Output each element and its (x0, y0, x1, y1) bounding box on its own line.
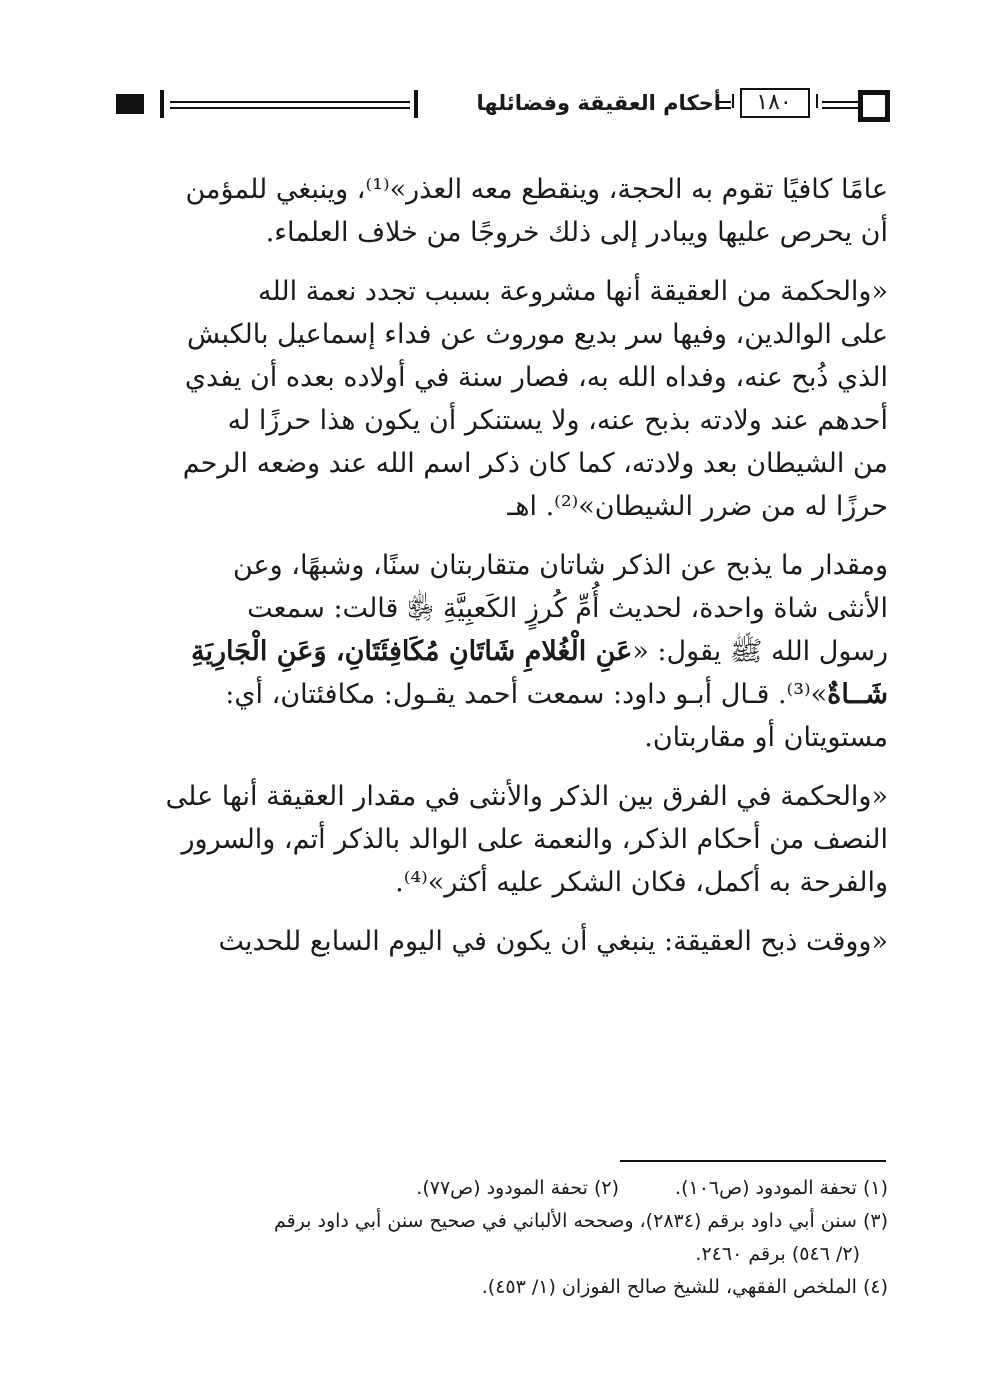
footnote-line (118, 1172, 888, 1205)
text-line: مستويتان أو مقاربتان. (644, 722, 888, 753)
footnotes (118, 1172, 888, 1304)
header-rule-right (822, 101, 858, 109)
footnote-2: (٢) تحفة المودود (ص٧٧). (416, 1177, 620, 1199)
text-line: أن يحرص عليها ويبادر إلى ذلك خروجًا من خلاف العلماء. (265, 217, 888, 248)
text-line: «والحكمة في الفرق بين الذكر والأنثى في مقدار العقيقة أنها على (165, 781, 888, 812)
body-text (118, 168, 888, 979)
paragraph (118, 544, 888, 759)
page-number-box (728, 86, 822, 120)
paragraph (118, 168, 888, 254)
text-line: على الوالدين، وفيها سر بديع موروث عن فداء إسماعيل بالكبش (187, 319, 888, 350)
header-rule-left (170, 101, 410, 109)
paragraph (118, 775, 888, 904)
hadith-text: شَــاةٌ (827, 679, 888, 710)
text-run: رسول الله ﷺ يقول: « (632, 636, 888, 667)
footnote-separator (620, 1160, 886, 1162)
text-line: عامًا كافيًا تقوم به الحجة، وينقطع معه العذر»⁽¹⁾، وينبغي للمؤمن (185, 174, 888, 205)
header-ornament-left (116, 94, 144, 114)
text-run: »⁽³⁾. قـال أبـو داود: سمعت أحمد يقـول: مكافئتان، أي: (225, 679, 828, 710)
text-line: من الشيطان بعد ولادته، كما كان ذكر اسم الله عند وضعه الرحم (182, 448, 888, 479)
text-line: حرزًا له من ضرر الشيطان»⁽²⁾. اهـ (507, 491, 888, 522)
header-ornament-right (858, 90, 890, 122)
paragraph (118, 920, 888, 963)
text-line: النصف من أحكام الذكر، والنعمة على الوالد بالذكر أتم، والسرور (181, 824, 888, 855)
footnote-3-cont: (٢/ ٥٤٦) برقم ٢٤٦٠. (695, 1243, 860, 1265)
hadith-text: عَنِ الْغُلامِ شَاتَانِ مُكَافِئَتَانِ، وَعَنِ الْجَارِيَةِ (190, 636, 633, 667)
text-line: الذي ذُبح عنه، وفداه الله به، فصار سنة في أولاده بعده أن يفدي (184, 362, 888, 393)
running-title: أحكام العقيقة وفضائلها (476, 91, 721, 115)
text-line: الأنثى شاة واحدة، لحديث أُمِّ كُرزٍ الكَعبِيَّةِ ﵂ قالت: سمعت (247, 593, 888, 624)
footnote-1: (١) تحفة المودود (ص١٠٦). (675, 1177, 888, 1199)
footnote-3: (٣) سنن أبي داود برقم (٢٨٣٤)، وصححه الألباني في صحيح سنن أبي داود برقم (273, 1210, 888, 1232)
text-line: ومقدار ما يذبح عن الذكر شاتان متقاربتان سنًا، وشبهًا، وعن (232, 550, 888, 581)
header-ornament-bar (160, 90, 164, 118)
text-line: أحدهم عند ولادته بذبح عنه، ولا يستنكر أن يكون هذا حرزًا له (227, 405, 888, 436)
text-line: «والحكمة من العقيقة أنها مشروعة بسبب تجدد نعمة الله (257, 276, 888, 307)
text-line (118, 673, 888, 716)
footnote-4: (٤) الملخص الفقهي، للشيخ صالح الفوزان (١/ ٤٥٣). (481, 1276, 888, 1298)
text-line: والفرحة به أكمل، فكان الشكر عليه أكثر»⁽⁴⁾. (395, 867, 888, 898)
text-line (118, 630, 888, 673)
page-number: ١٨٠ (756, 90, 792, 115)
header-ornament-bar (414, 90, 418, 118)
text-line: «ووقت ذبح العقيقة: ينبغي أن يكون في اليوم السابع للحديث (218, 926, 888, 957)
page-header (116, 86, 888, 126)
paragraph (118, 270, 888, 528)
